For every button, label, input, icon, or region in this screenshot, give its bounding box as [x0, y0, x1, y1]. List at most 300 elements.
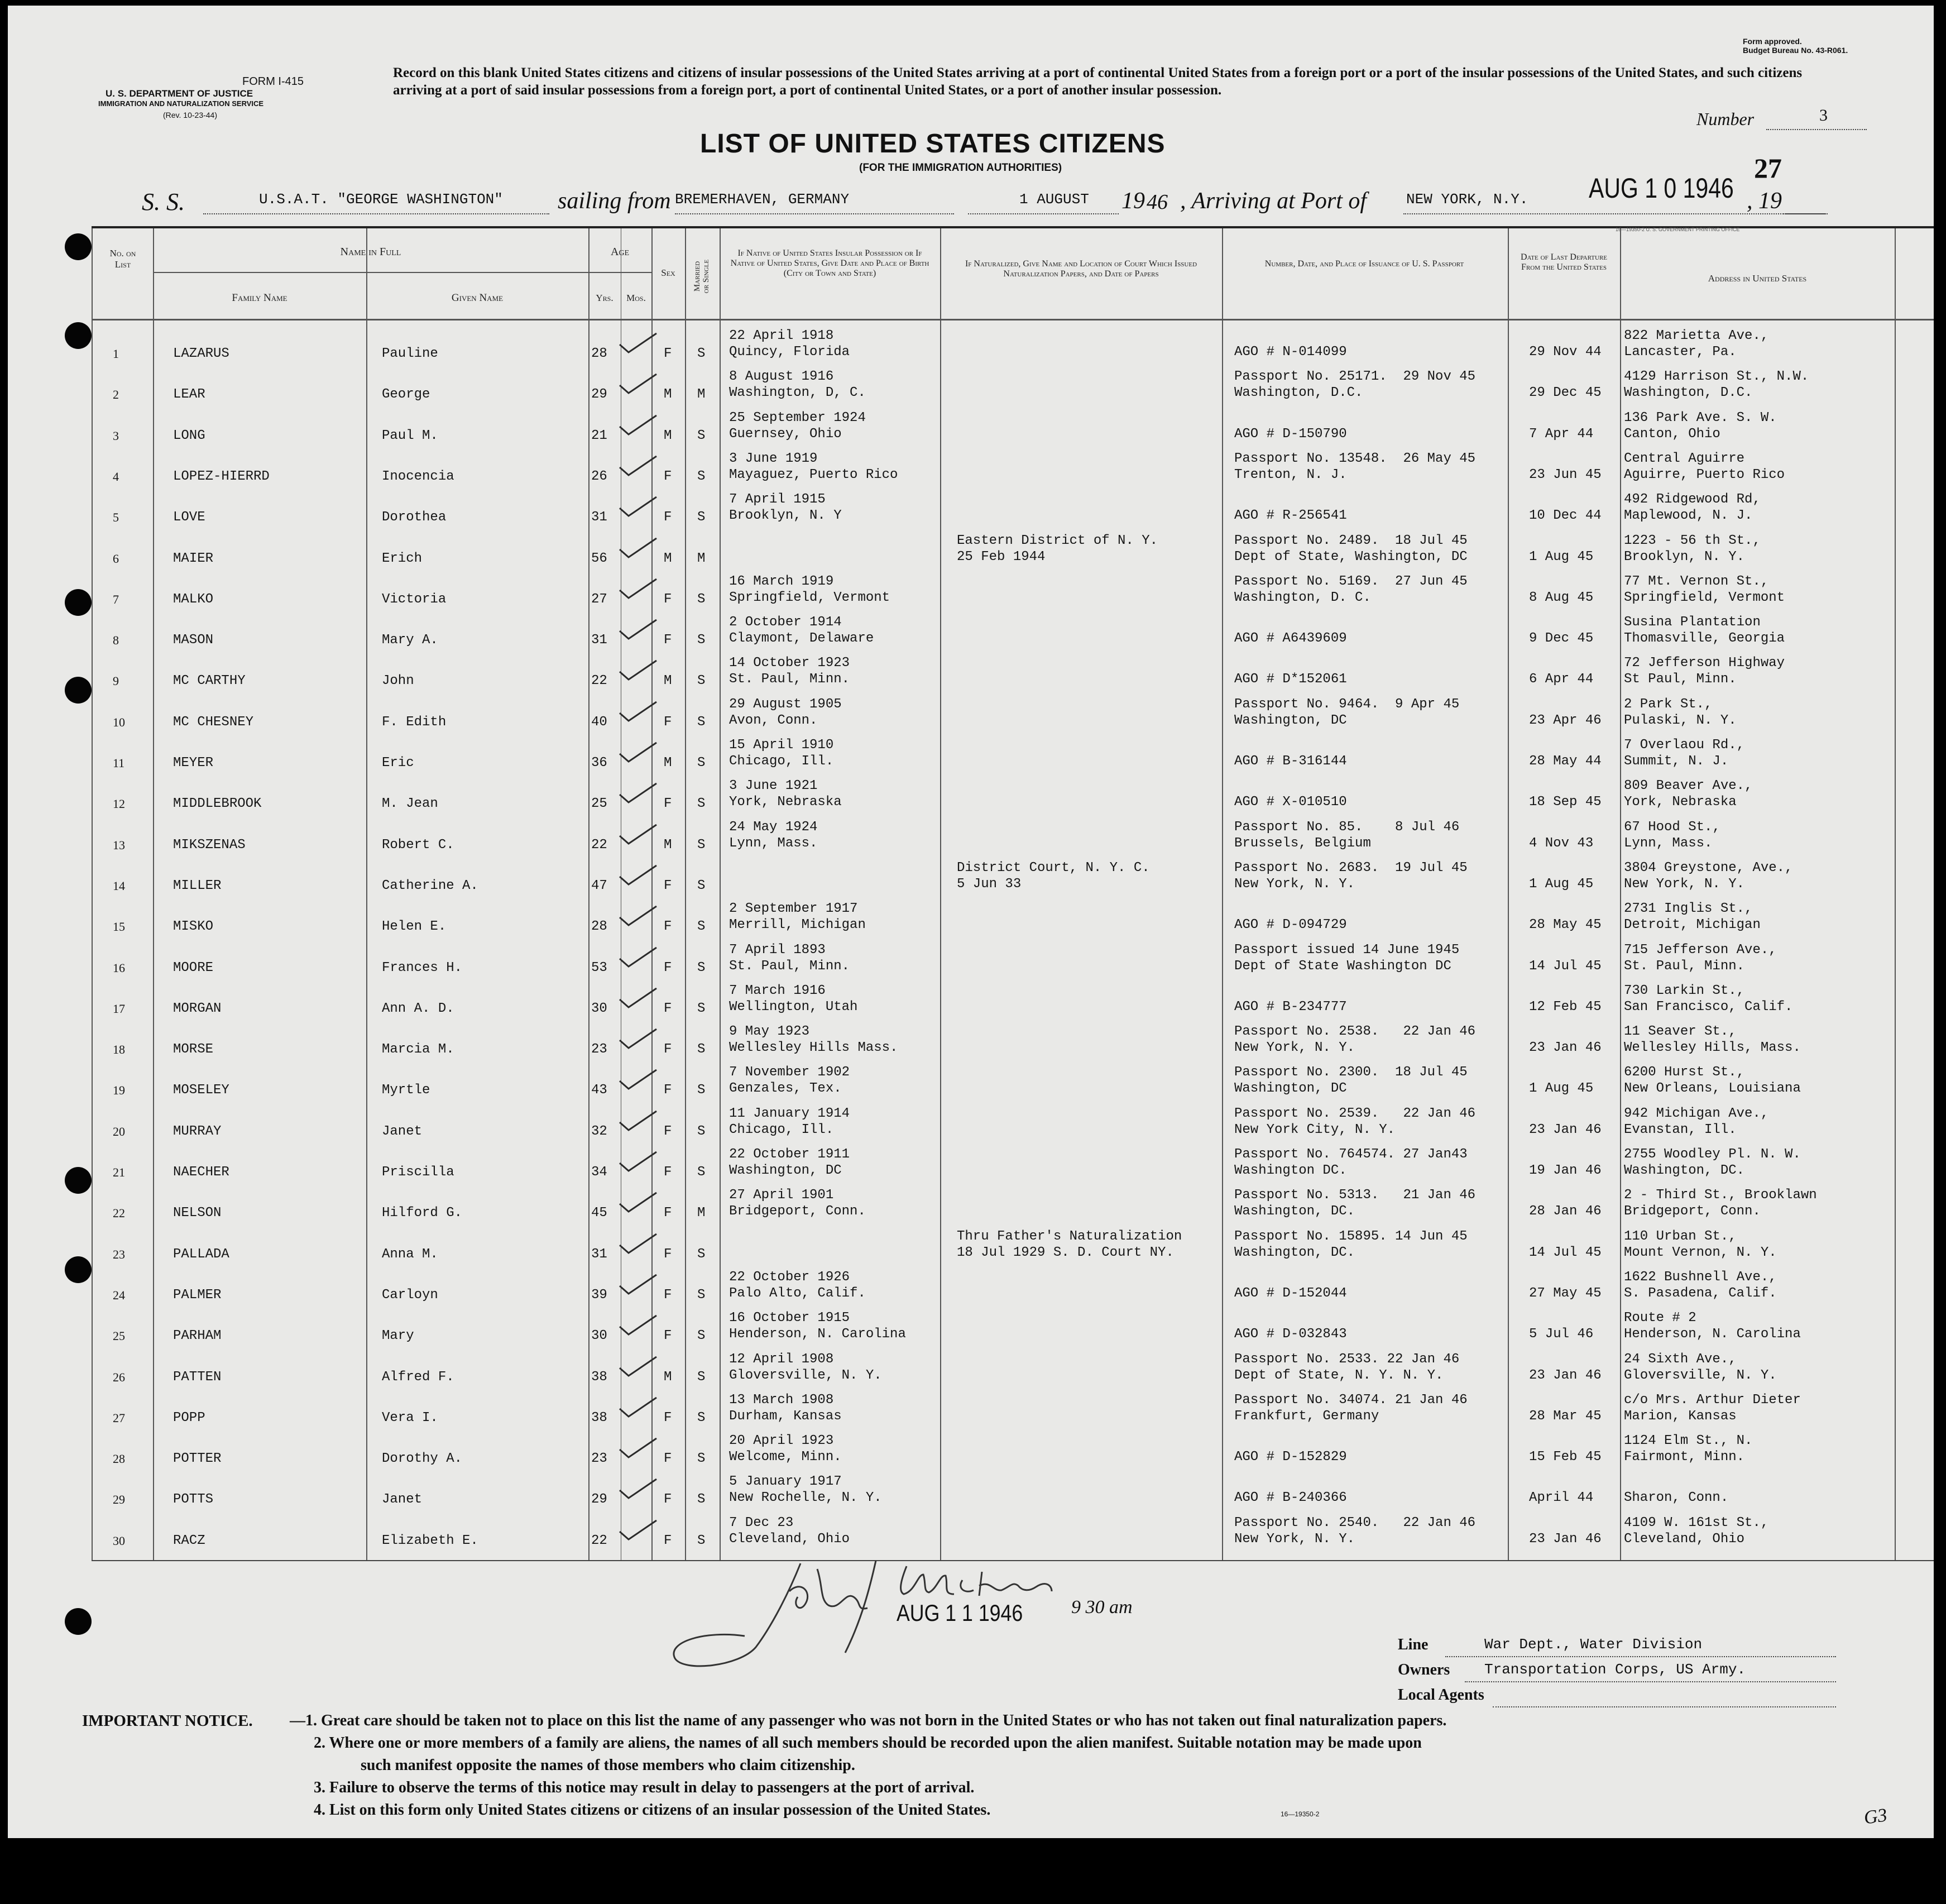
check-mark-icon [616, 905, 660, 927]
check-mark-icon [616, 1356, 660, 1378]
family-name: MORSE [173, 1042, 214, 1058]
marital-status: S [697, 1246, 706, 1262]
address-line1: 72 Jefferson Highway [1624, 656, 1785, 671]
year-prefix: 19 [1121, 188, 1145, 214]
check-mark-icon [616, 1028, 660, 1050]
sex: F [664, 1165, 672, 1180]
age-years: 34 [591, 1165, 607, 1180]
header-sex: Sex [661, 267, 675, 278]
birth-date: 14 October 1923 [729, 656, 850, 671]
passport-place: Dept of State, N. Y. N. Y. [1234, 1367, 1444, 1383]
sex: F [664, 1533, 672, 1548]
form-intro: Record on this blank United States citizens and citizens of insular possessions of the United States arriving at a port of continental United States from a foreign port or a port of the insular possessions of the United States, and such citizens arriving at a port of said insular possessions from a foreign port, a port of continental United States, or a port of another insular possession. [393, 65, 1803, 98]
given-name: Eric [382, 755, 414, 771]
sex: M [664, 387, 672, 403]
row-number: 18 [113, 1042, 125, 1057]
family-name: MC CHESNEY [173, 714, 254, 730]
address-line2: Fairmont, Minn. [1624, 1449, 1745, 1465]
address-line1: 1622 Bushnell Ave., [1624, 1269, 1777, 1285]
marital-status: S [697, 755, 706, 771]
birth-place: Wellesley Hills Mass. [729, 1040, 898, 1056]
passport-number-date: Passport No. 2540. 22 Jan 46 [1234, 1515, 1476, 1530]
row-number: 26 [113, 1370, 125, 1384]
check-mark-icon [616, 1314, 660, 1337]
age-years: 22 [591, 837, 607, 853]
birth-date: 11 January 1914 [729, 1106, 850, 1121]
manifest-sheet [8, 6, 1934, 1838]
passport-place: Washington, D. C. [1234, 590, 1371, 605]
check-mark-icon [616, 1437, 660, 1460]
address-line2: Sharon, Conn. [1624, 1490, 1729, 1506]
sailing-date: 1 AUGUST [1019, 191, 1089, 208]
passport-number-date: Passport No. 85. 8 Jul 46 [1234, 819, 1460, 835]
row-number: 23 [113, 1247, 125, 1261]
sailing-port: BREMERHAVEN, GERMANY [675, 191, 850, 208]
table-row [92, 406, 1934, 447]
age-years: 27 [591, 591, 607, 607]
address-line1: 1124 Elm St., N. [1624, 1433, 1753, 1449]
header-married: Married or Single [693, 259, 711, 294]
sex: F [664, 1287, 672, 1303]
row-number: 30 [113, 1533, 125, 1548]
last-departure-date: 18 Sep 45 [1529, 795, 1602, 810]
birth-place: York, Nebraska [729, 795, 842, 810]
sex: F [664, 1001, 672, 1016]
given-name: Helen E. [382, 919, 447, 935]
birth-place: Guernsey, Ohio [729, 426, 842, 442]
address-line2: Thomasville, Georgia [1624, 631, 1785, 647]
given-name: Vera I. [382, 1410, 438, 1425]
birth-date: 13 March 1908 [729, 1392, 834, 1408]
sex: F [664, 346, 672, 361]
family-name: POTTER [173, 1451, 222, 1467]
last-departure-date: April 44 [1529, 1490, 1594, 1506]
sex: F [664, 878, 672, 893]
sex: F [664, 1410, 672, 1425]
header-family-name: Family Name [232, 292, 287, 304]
row-number: 21 [113, 1165, 125, 1179]
sex: M [664, 755, 672, 771]
birth-date: 7 November 1902 [729, 1065, 850, 1080]
table-row [92, 857, 1934, 897]
marital-status: S [697, 468, 706, 484]
given-name: Priscilla [382, 1165, 454, 1180]
last-departure-date: 10 Dec 44 [1529, 508, 1602, 524]
table-row [92, 1348, 1934, 1389]
birth-date: 24 May 1924 [729, 819, 818, 835]
birth-place: Washington, DC [729, 1163, 842, 1178]
family-name: NELSON [173, 1205, 222, 1221]
birth-place: Lynn, Mass. [729, 835, 818, 851]
marital-status: S [697, 837, 706, 853]
line-value: War Dept., Water Division [1484, 1636, 1703, 1653]
birth-date: 5 January 1917 [729, 1474, 842, 1490]
check-mark-icon [616, 537, 660, 559]
table-row [92, 447, 1934, 488]
family-name: MEYER [173, 755, 214, 771]
naturalization-court: Thru Father's Naturalization [957, 1228, 1182, 1244]
age-years: 23 [591, 1042, 607, 1058]
sex: M [664, 1369, 672, 1385]
check-mark-icon [616, 332, 660, 355]
address-line1: 136 Park Ave. S. W. [1624, 410, 1777, 425]
sex: F [664, 1328, 672, 1344]
given-name: Victoria [382, 591, 447, 607]
row-number: 3 [113, 428, 119, 443]
arrival-stamp: AUG 1 0 1946 [1589, 173, 1734, 204]
form-revision: (Rev. 10-23-44) [163, 111, 218, 119]
signature-time: 9 30 am [1071, 1597, 1133, 1618]
last-departure-date: 1 Aug 45 [1529, 876, 1594, 892]
header-yrs: Yrs. [596, 293, 613, 303]
family-name: MURRAY [173, 1123, 222, 1139]
given-name: Myrtle [382, 1083, 430, 1098]
family-name: MC CARTHY [173, 673, 246, 689]
address-line2: Aguirre, Puerto Rico [1624, 467, 1785, 482]
address-line2: Marion, Kansas [1624, 1408, 1737, 1424]
family-name: POPP [173, 1410, 205, 1425]
notice-title: IMPORTANT NOTICE. [82, 1712, 253, 1730]
address-line2: Pulaski, N. Y. [1624, 712, 1737, 728]
last-departure-date: 29 Nov 44 [1529, 345, 1602, 360]
birth-date: 29 August 1905 [729, 696, 842, 712]
agents-label: Local Agents [1398, 1686, 1484, 1704]
owners-label: Owners [1398, 1661, 1450, 1678]
passport-place: AGO # D-094729 [1234, 917, 1347, 933]
age-years: 40 [591, 714, 607, 730]
family-name: MIKSZENAS [173, 837, 246, 853]
given-name: Carloyn [382, 1287, 438, 1303]
given-name: Erich [382, 551, 423, 566]
age-years: 45 [591, 1205, 607, 1221]
check-mark-icon [616, 1396, 660, 1419]
address-line1: Central Aguirre [1624, 451, 1745, 466]
table-row [92, 1102, 1934, 1143]
birth-place: St. Paul, Minn. [729, 672, 850, 687]
passport-number-date: Passport No. 2300. 18 Jul 45 [1234, 1065, 1468, 1080]
last-departure-date: 23 Jan 46 [1529, 1122, 1602, 1137]
sex: M [664, 551, 672, 566]
header-age: Age [610, 246, 630, 258]
address-line1: 2 Park St., [1624, 696, 1713, 712]
passport-number-date: Passport No. 2538. 22 Jan 46 [1234, 1024, 1476, 1040]
address-line2: Cleveland, Ohio [1624, 1531, 1745, 1547]
row-number: 6 [113, 551, 119, 566]
address-line1: 492 Ridgewood Rd, [1624, 492, 1761, 508]
table-row [92, 1061, 1934, 1102]
signature [661, 1552, 1108, 1675]
address-line2: Bridgeport, Conn. [1624, 1204, 1761, 1219]
passport-place: Dept of State, Washington, DC [1234, 549, 1468, 564]
marital-status: S [697, 1369, 706, 1385]
marital-status: S [697, 1328, 706, 1344]
row-number: 25 [113, 1329, 125, 1343]
punch-hole [65, 1256, 92, 1283]
row-number: 9 [113, 674, 119, 688]
check-mark-icon [616, 1069, 660, 1091]
marital-status: S [697, 1451, 706, 1467]
family-name: LOVE [173, 510, 205, 525]
address-line1: 2731 Inglis St., [1624, 901, 1753, 917]
sex: F [664, 714, 672, 730]
end-year: , 19 [1747, 188, 1782, 214]
last-departure-date: 28 May 45 [1529, 917, 1602, 933]
marital-status: S [697, 1001, 706, 1016]
address-line2: Summit, N. J. [1624, 754, 1729, 769]
birth-date: 22 October 1911 [729, 1147, 850, 1162]
given-name: Frances H. [382, 960, 463, 975]
last-departure-date: 23 Apr 46 [1529, 712, 1602, 728]
table-row [92, 1143, 1934, 1184]
passport-place: AGO # D-150790 [1234, 426, 1347, 442]
header-departure: Date of Last Departure From the United States [1520, 252, 1608, 272]
given-name: Dorothea [382, 510, 447, 525]
address-line2: Lynn, Mass. [1624, 835, 1713, 851]
naturalization-date: 18 Jul 1929 S. D. Court NY. [957, 1245, 1174, 1260]
table-row [92, 1266, 1934, 1307]
birth-date: 25 September 1924 [729, 410, 866, 425]
row-number: 2 [113, 388, 119, 402]
table-row [92, 897, 1934, 938]
sex: F [664, 1042, 672, 1058]
age-years: 23 [591, 1451, 607, 1467]
passport-place: AGO # B-234777 [1234, 999, 1347, 1015]
row-number: 13 [113, 838, 125, 852]
family-name: POTTS [173, 1492, 214, 1508]
last-departure-date: 1 Aug 45 [1529, 549, 1594, 564]
last-departure-date: 29 Dec 45 [1529, 385, 1602, 401]
last-departure-date: 5 Jul 46 [1529, 1327, 1594, 1342]
last-departure-date: 9 Dec 45 [1529, 631, 1594, 647]
naturalization-court: District Court, N. Y. C. [957, 860, 1150, 876]
row-number: 22 [113, 1206, 125, 1221]
marital-status: S [697, 673, 706, 689]
address-line2: Detroit, Michigan [1624, 917, 1761, 933]
row-number: 20 [113, 1124, 125, 1138]
header-naturalized: If Naturalized, Give Name and Location of Court Which Issued Naturalization Papers, and Date of Papers [965, 259, 1197, 279]
address-line1: c/o Mrs. Arthur Dieter [1624, 1392, 1801, 1408]
passport-number-date: Passport No. 5169. 27 Jun 45 [1234, 573, 1468, 589]
last-departure-date: 28 Mar 45 [1529, 1408, 1602, 1424]
address-line1: 809 Beaver Ave., [1624, 778, 1753, 794]
agency-line2: IMMIGRATION AND NATURALIZATION SERVICE [98, 99, 264, 108]
marital-status: S [697, 1042, 706, 1058]
birth-place: Claymont, Delaware [729, 631, 874, 647]
birth-date: 22 April 1918 [729, 328, 834, 343]
passport-place: AGO # B-240366 [1234, 1490, 1347, 1506]
row-number: 5 [113, 510, 119, 525]
check-mark-icon [616, 946, 660, 969]
row-number: 7 [113, 592, 119, 606]
birth-place: Brooklyn, N. Y [729, 508, 842, 524]
passport-place: AGO # D-032843 [1234, 1327, 1347, 1342]
marital-status: S [697, 919, 706, 935]
check-mark-icon [616, 1519, 660, 1542]
page-subtitle: (FOR THE IMMIGRATION AUTHORITIES) [859, 162, 1062, 174]
passport-place: AGO # D-152829 [1234, 1449, 1347, 1465]
arrival-port: NEW YORK, N.Y. [1406, 191, 1528, 208]
address-line1: 11 Seaver St., [1624, 1024, 1737, 1040]
ss-label: S. S. [142, 188, 185, 216]
address-line1: 730 Larkin St., [1624, 983, 1745, 998]
address-line1: 822 Marietta Ave., [1624, 328, 1769, 343]
age-years: 22 [591, 1533, 607, 1548]
given-name: Pauline [382, 346, 438, 361]
passport-place: AGO # D*152061 [1234, 672, 1347, 687]
passport-number-date: Passport No. 15895. 14 Jun 45 [1234, 1228, 1468, 1244]
family-name: MAIER [173, 551, 214, 566]
line-label: Line [1398, 1636, 1429, 1653]
given-name: Elizabeth E. [382, 1533, 478, 1548]
address-line2: Brooklyn, N. Y. [1624, 549, 1745, 564]
check-mark-icon [616, 659, 660, 682]
address-line1: 2755 Woodley Pl. N. W. [1624, 1147, 1801, 1162]
birth-place: Merrill, Michigan [729, 917, 866, 933]
family-name: MISKO [173, 919, 214, 935]
address-line2: Washington, D.C. [1624, 385, 1753, 401]
birth-date: 2 September 1917 [729, 901, 858, 917]
last-departure-date: 23 Jan 46 [1529, 1040, 1602, 1056]
sex: F [664, 796, 672, 812]
last-departure-date: 28 Jan 46 [1529, 1204, 1602, 1219]
address-line1: 110 Urban St., [1624, 1228, 1737, 1244]
number-value: 3 [1819, 106, 1828, 125]
marital-status: S [697, 1533, 706, 1548]
check-mark-icon [616, 824, 660, 846]
age-years: 36 [591, 755, 607, 771]
given-name: George [382, 387, 430, 403]
sex: M [664, 428, 672, 443]
given-name: John [382, 673, 414, 689]
table-row [92, 611, 1934, 652]
given-name: Inocencia [382, 468, 454, 484]
birth-place: Henderson, N. Carolina [729, 1327, 906, 1342]
row-number: 27 [113, 1410, 125, 1425]
given-name: Mary A. [382, 633, 438, 648]
age-years: 28 [591, 919, 607, 935]
address-line1: Route # 2 [1624, 1310, 1696, 1326]
header-passport: Number, Date, and Place of Issuance of U. S. Passport [1264, 259, 1464, 269]
family-name: MILLER [173, 878, 222, 893]
family-name: PATTEN [173, 1369, 222, 1385]
punch-hole [65, 322, 92, 349]
check-mark-icon [616, 1478, 660, 1500]
birth-place: Springfield, Vermont [729, 590, 890, 605]
table-row [92, 652, 1934, 692]
marital-status: S [697, 1123, 706, 1139]
last-departure-date: 14 Jul 45 [1529, 1245, 1602, 1260]
check-mark-icon [616, 1192, 660, 1214]
family-name: MOSELEY [173, 1083, 229, 1098]
age-years: 26 [591, 468, 607, 484]
birth-date: 3 June 1919 [729, 451, 818, 466]
page-title: LIST OF UNITED STATES CITIZENS [700, 129, 1166, 159]
birth-date: 2 October 1914 [729, 615, 842, 630]
address-line2: New York, N. Y. [1624, 876, 1745, 892]
last-departure-date: 23 Jan 46 [1529, 1531, 1602, 1547]
check-mark-icon [616, 414, 660, 437]
birth-place: Washington, D, C. [729, 385, 866, 401]
family-name: NAECHER [173, 1165, 229, 1180]
table-row [92, 816, 1934, 857]
family-name: PALLADA [173, 1246, 229, 1262]
address-line2: Mount Vernon, N. Y. [1624, 1245, 1777, 1260]
sex: F [664, 1123, 672, 1139]
given-name: Hilford G. [382, 1205, 463, 1221]
row-number: 8 [113, 633, 119, 648]
address-line1: 1223 - 56 th St., [1624, 533, 1761, 548]
age-years: 53 [591, 960, 607, 975]
punch-hole [65, 589, 92, 616]
age-years: 30 [591, 1001, 607, 1016]
age-years: 22 [591, 673, 607, 689]
address-line2: York, Nebraska [1624, 795, 1737, 810]
table-row [92, 570, 1934, 611]
passport-place: AGO # B-316144 [1234, 754, 1347, 769]
given-name: Janet [382, 1492, 423, 1508]
address-line1: 4109 W. 161st St., [1624, 1515, 1769, 1530]
family-name: MALKO [173, 591, 214, 607]
punch-hole [65, 233, 92, 260]
sex: F [664, 1205, 672, 1221]
table-row [92, 488, 1934, 529]
sex: F [664, 591, 672, 607]
last-departure-date: 12 Feb 45 [1529, 999, 1602, 1015]
birth-place: Chicago, Ill. [729, 1122, 834, 1137]
address-line1: 67 Hood St., [1624, 819, 1720, 835]
row-number: 12 [113, 797, 125, 811]
owners-value: Transportation Corps, US Army. [1484, 1661, 1746, 1678]
table-row [92, 1389, 1934, 1429]
passport-place: Washington, DC. [1234, 1204, 1355, 1219]
number-label: Number [1696, 109, 1755, 129]
passport-place: AGO # N-014099 [1234, 345, 1347, 360]
sex: F [664, 1083, 672, 1098]
signature-name: John J McKeon [828, 1658, 890, 1668]
table-row [92, 979, 1934, 1020]
family-name: MORGAN [173, 1001, 222, 1016]
address-line1: 77 Mt. Vernon St., [1624, 573, 1769, 589]
print-code: 16—19350-2 [1281, 1810, 1320, 1818]
table-row [92, 1225, 1934, 1266]
table-row [92, 693, 1934, 734]
birth-place: New Rochelle, N. Y. [729, 1490, 882, 1506]
address-line2: Canton, Ohio [1624, 426, 1720, 442]
age-years: 39 [591, 1287, 607, 1303]
header-no: No. on List [109, 248, 136, 270]
passport-number-date: Passport No. 2539. 22 Jan 46 [1234, 1106, 1476, 1121]
marital-status: S [697, 796, 706, 812]
given-name: Marcia M. [382, 1042, 454, 1058]
agents-field [1493, 1687, 1836, 1707]
last-departure-date: 23 Jan 46 [1529, 1367, 1602, 1383]
check-mark-icon [616, 782, 660, 805]
passport-place: Washington, DC. [1234, 1245, 1355, 1260]
last-departure-date: 1 Aug 45 [1529, 1081, 1594, 1097]
row-number: 29 [113, 1492, 125, 1507]
passport-place: AGO # R-256541 [1234, 508, 1347, 524]
family-name: LEAR [173, 387, 205, 403]
passport-place: New York, N. Y. [1234, 876, 1355, 892]
passport-number-date: Passport No. 5313. 21 Jan 46 [1234, 1188, 1476, 1203]
row-number: 16 [113, 960, 125, 975]
address-line2: Lancaster, Pa. [1624, 345, 1737, 360]
passport-number-date: Passport No. 2533. 22 Jan 46 [1234, 1351, 1460, 1367]
passport-place: Washington, DC [1234, 712, 1347, 728]
birth-place: Durham, Kansas [729, 1408, 842, 1424]
passport-place: Frankfurt, Germany [1234, 1408, 1379, 1424]
birth-place: Genzales, Tex. [729, 1081, 842, 1097]
